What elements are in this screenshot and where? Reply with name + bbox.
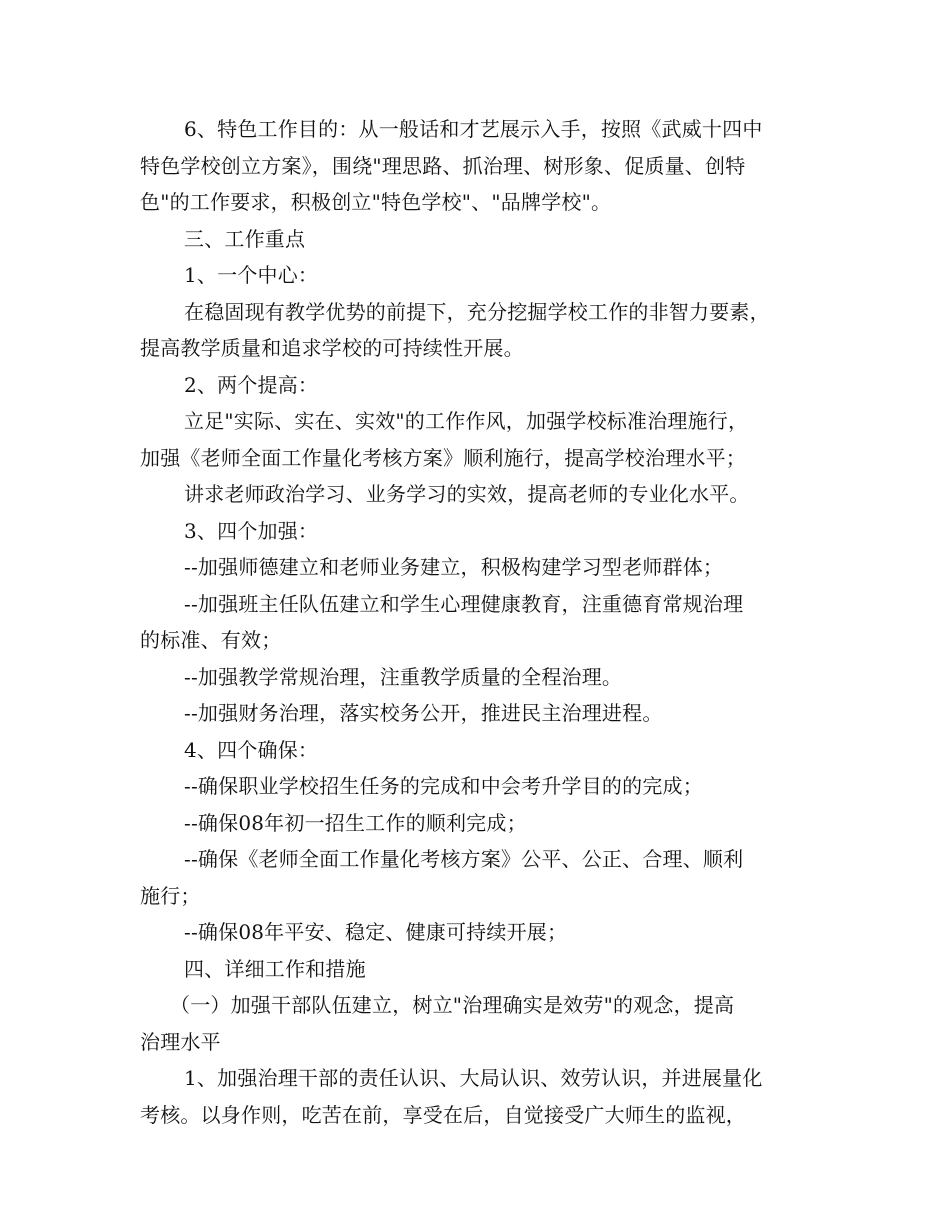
text-line: 加强《老师全面工作量化考核方案》顺利施行，提高学校治理水平； — [140, 445, 746, 470]
text-line: 考核。以身作则，吃苦在前，享受在后，自觉接受广大师生的监视， — [140, 1102, 746, 1127]
text-line: --确保08年初一招生工作的顺利完成； — [184, 810, 527, 835]
text-line: --确保职业学校招生任务的完成和中会考升学目的的完成； — [184, 774, 703, 798]
text-line: 6、特色工作目的：从一般话和才艺展示入手，按照《武威十四中 — [184, 117, 763, 141]
text-line: 的标准、有效； — [140, 628, 282, 652]
text-line: 2、两个提高： — [184, 372, 319, 397]
text-line: 四、详细工作和措施 — [184, 956, 366, 981]
text-line: 三、工作重点 — [184, 226, 306, 251]
text-line: 讲求老师政治学习、业务学习的实效，提高老师的专业化水平。 — [184, 482, 750, 506]
text-line: --确保《老师全面工作量化考核方案》公平、公正、合理、顺利 — [184, 847, 744, 871]
text-line: 治理水平 — [140, 1029, 221, 1054]
text-line: 色"的工作要求，积极创立"特色学校"、"品牌学校"。 — [140, 190, 612, 214]
text-line: 1、一个中心： — [184, 263, 319, 287]
text-line: 4、四个确保： — [184, 737, 319, 762]
text-line: --加强班主任队伍建立和学生心理健康教育，注重德育常规治理 — [184, 591, 744, 616]
text-line: 1、加强治理干部的责任认识、大局认识、效劳认识，并进展量化 — [184, 1066, 763, 1090]
text-line: 特色学校创立方案》，围绕"理思路、抓治理、树形象、促质量、创特 — [140, 153, 746, 178]
text-line: 3、四个加强： — [184, 518, 319, 543]
text-line: --加强教学常规治理，注重教学质量的全程治理。 — [184, 664, 623, 689]
text-line: --加强财务治理，落实校务公开，推进民主治理进程。 — [184, 701, 663, 725]
text-line: 立足"实际、实在、实效"的工作作风，加强学校标准治理施行， — [184, 409, 749, 433]
text-line: --加强师德建立和老师业务建立，积极构建学习型老师群体； — [184, 555, 724, 579]
text-line: 提高教学质量和追求学校的可持续性开展。 — [140, 336, 524, 360]
text-line: 施行； — [140, 883, 201, 908]
document-page — [140, 114, 812, 1136]
text-line: （一）加强干部队伍建立，树立"治理确实是效劳"的观念，提高 — [170, 993, 735, 1017]
text-line: --确保08年平安、稳定、健康可持续开展； — [184, 920, 568, 944]
text-line: 在稳固现有教学优势的前提下，充分挖掘学校工作的非智力要素， — [184, 299, 770, 324]
